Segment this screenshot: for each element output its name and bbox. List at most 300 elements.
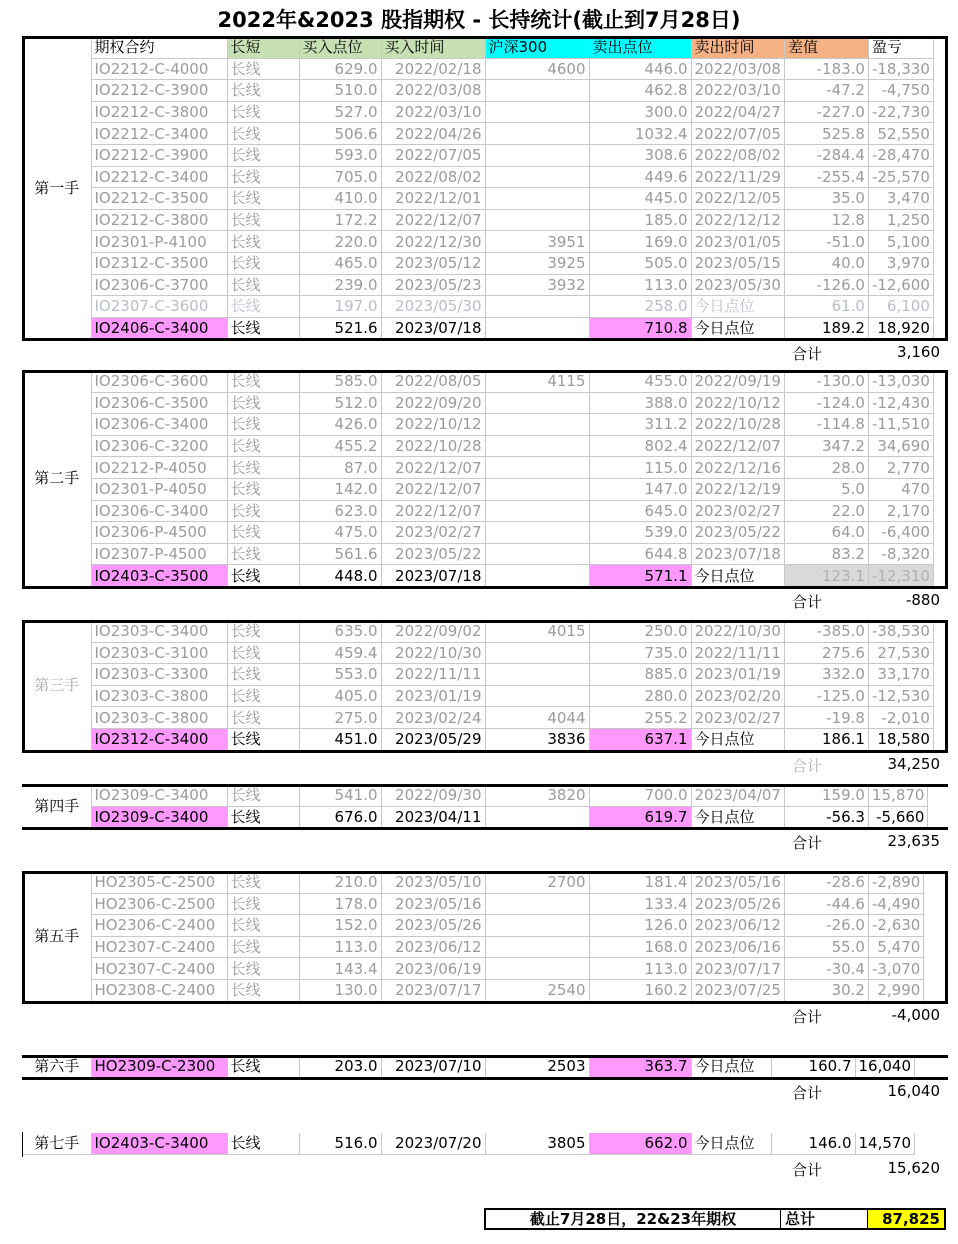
cell-hs300	[485, 915, 589, 937]
cell-sell-price: 255.2	[589, 707, 691, 729]
cell-buy-date: 2022/09/02	[381, 621, 485, 642]
cell-diff: -26.0	[784, 915, 868, 937]
cell-sell-price: 446.0	[589, 58, 691, 80]
cell-diff: 160.7	[771, 1056, 855, 1077]
cell-term: 长线	[227, 664, 299, 686]
cell-buy-date: 2022/09/30	[381, 785, 485, 806]
table-row	[23, 685, 933, 707]
cell-term: 长线	[227, 58, 299, 80]
cell-hs300: 3951	[485, 231, 589, 253]
hand-label: 第二手	[23, 371, 91, 586]
cell-buy-price: 197.0	[299, 296, 381, 318]
cell-buy-date: 2023/02/27	[381, 522, 485, 544]
column-header: 卖出时间	[691, 37, 784, 58]
cell-buy-date: 2023/07/18	[381, 317, 485, 339]
cell-buy-date: 2023/05/10	[381, 872, 485, 893]
cell-contract: IO2403-C-3400	[91, 1133, 227, 1154]
cell-hs300	[485, 958, 589, 980]
cell-buy-price: 113.0	[299, 936, 381, 958]
cell-pnl: 2,990	[868, 979, 923, 1001]
cell-term: 长线	[227, 371, 299, 392]
cell-buy-date: 2022/03/08	[381, 80, 485, 102]
table-row	[23, 1056, 915, 1077]
cell-sell-date: 2022/11/29	[691, 166, 784, 188]
cell-diff: 28.0	[784, 457, 868, 479]
cell-diff: -126.0	[784, 274, 868, 296]
cell-sell-price: 388.0	[589, 392, 691, 414]
cell-pnl: 16,040	[855, 1056, 915, 1077]
cell-diff: -44.6	[784, 893, 868, 915]
cell-sell-date: 2022/12/16	[691, 457, 784, 479]
cell-diff: -255.4	[784, 166, 868, 188]
cell-pnl: -3,070	[868, 958, 923, 980]
cell-pnl: 6,100	[868, 296, 933, 318]
cell-sell-price: 147.0	[589, 478, 691, 500]
table-row	[23, 522, 933, 544]
cell-pnl: -18,330	[868, 58, 933, 80]
cell-sell-price: 802.4	[589, 435, 691, 457]
cell-hs300	[485, 664, 589, 686]
cell-sell-date: 2023/07/17	[691, 958, 784, 980]
grand-total-name: 总计	[781, 1210, 868, 1228]
cell-buy-date: 2023/06/12	[381, 936, 485, 958]
cell-sell-date: 今日点位	[691, 296, 784, 318]
cell-hs300	[485, 685, 589, 707]
cell-term: 长线	[227, 500, 299, 522]
cell-diff: 159.0	[784, 785, 868, 806]
cell-hs300: 4015	[485, 621, 589, 642]
hand-label: 第七手	[23, 1133, 91, 1154]
cell-hs300: 2540	[485, 979, 589, 1001]
cell-sell-date: 2022/03/08	[691, 58, 784, 80]
cell-buy-price: 521.6	[299, 317, 381, 339]
table-row	[23, 642, 933, 664]
block-7-table	[23, 1133, 915, 1155]
table-row	[23, 123, 933, 145]
cell-diff: 189.2	[784, 317, 868, 339]
cell-term: 长线	[227, 522, 299, 544]
cell-buy-price: 512.0	[299, 392, 381, 414]
cell-buy-price: 426.0	[299, 414, 381, 436]
cell-contract: IO2307-P-4500	[91, 543, 227, 565]
cell-hs300	[485, 414, 589, 436]
cell-pnl: -22,730	[868, 101, 933, 123]
cell-term: 长线	[227, 123, 299, 145]
cell-buy-date: 2022/07/05	[381, 144, 485, 166]
cell-sell-date: 2023/06/12	[691, 915, 784, 937]
table-row	[23, 543, 933, 565]
cell-pnl: 5,470	[868, 936, 923, 958]
table-row	[23, 414, 933, 436]
cell-buy-date: 2023/05/30	[381, 296, 485, 318]
cell-term: 长线	[227, 1056, 299, 1077]
cell-contract: IO2406-C-3400	[91, 317, 227, 339]
cell-pnl: -12,310	[868, 565, 933, 587]
cell-hs300	[485, 500, 589, 522]
cell-contract: HO2308-C-2400	[91, 979, 227, 1001]
table-row	[23, 915, 924, 937]
cell-term: 长线	[227, 685, 299, 707]
cell-contract: IO2403-C-3500	[91, 565, 227, 587]
column-header: 卖出点位	[589, 37, 691, 58]
cell-pnl: 27,530	[868, 642, 933, 664]
grand-total-value: 87,825	[868, 1210, 944, 1228]
cell-buy-price: 143.4	[299, 958, 381, 980]
cell-buy-price: 459.4	[299, 642, 381, 664]
cell-sell-price: 169.0	[589, 231, 691, 253]
cell-hs300	[485, 522, 589, 544]
cell-term: 长线	[227, 317, 299, 339]
cell-pnl: -8,320	[868, 543, 933, 565]
cell-sell-date: 2022/07/05	[691, 123, 784, 145]
cell-sell-date: 2022/03/10	[691, 80, 784, 102]
cell-buy-date: 2023/01/19	[381, 685, 485, 707]
cell-sell-price: 258.0	[589, 296, 691, 318]
cell-sell-date: 2022/10/30	[691, 621, 784, 642]
hand-label: 第三手	[23, 621, 91, 750]
cell-buy-date: 2022/08/02	[381, 166, 485, 188]
grand-total-label: 截止7月28日，22&23年期权	[486, 1210, 781, 1228]
cell-sell-price: 645.0	[589, 500, 691, 522]
cell-sell-price: 637.1	[589, 728, 691, 750]
cell-contract: IO2212-P-4050	[91, 457, 227, 479]
cell-sell-date: 2023/07/18	[691, 543, 784, 565]
cell-buy-price: 239.0	[299, 274, 381, 296]
cell-hs300: 2700	[485, 872, 589, 893]
cell-sell-date: 2022/10/12	[691, 392, 784, 414]
table-row	[23, 872, 924, 893]
hand-label: 第四手	[23, 785, 91, 828]
cell-diff: -19.8	[784, 707, 868, 729]
cell-hs300	[485, 806, 589, 828]
cell-diff: 83.2	[784, 543, 868, 565]
cell-sell-price: 363.7	[589, 1056, 691, 1077]
cell-hs300	[485, 317, 589, 339]
cell-sell-price: 710.8	[589, 317, 691, 339]
cell-sell-date: 2022/12/07	[691, 435, 784, 457]
cell-term: 长线	[227, 414, 299, 436]
column-header: 买入点位	[299, 37, 381, 58]
cell-term: 长线	[227, 1133, 299, 1154]
cell-hs300	[485, 123, 589, 145]
cell-pnl: 34,690	[868, 435, 933, 457]
cell-hs300	[485, 144, 589, 166]
cell-pnl: 18,920	[868, 317, 933, 339]
cell-pnl: 5,100	[868, 231, 933, 253]
cell-sell-price: 133.4	[589, 893, 691, 915]
cell-diff: -124.0	[784, 392, 868, 414]
column-header: 沪深300	[485, 37, 589, 58]
cell-buy-price: 87.0	[299, 457, 381, 479]
cell-term: 长线	[227, 936, 299, 958]
cell-contract: IO2303-C-3300	[91, 664, 227, 686]
cell-term: 长线	[227, 166, 299, 188]
cell-sell-price: 700.0	[589, 785, 691, 806]
cell-buy-price: 451.0	[299, 728, 381, 750]
cell-diff: -284.4	[784, 144, 868, 166]
cell-term: 长线	[227, 457, 299, 479]
cell-pnl: -12,600	[868, 274, 933, 296]
cell-buy-price: 623.0	[299, 500, 381, 522]
cell-pnl: -11,510	[868, 414, 933, 436]
cell-buy-date: 2022/12/07	[381, 209, 485, 231]
cell-sell-date: 2022/12/12	[691, 209, 784, 231]
cell-buy-price: 705.0	[299, 166, 381, 188]
cell-contract: IO2306-C-3400	[91, 414, 227, 436]
cell-term: 长线	[227, 806, 299, 828]
cell-buy-price: 541.0	[299, 785, 381, 806]
cell-diff: -125.0	[784, 685, 868, 707]
table-row	[23, 500, 933, 522]
column-header: 盈亏	[868, 37, 933, 58]
cell-sell-price: 462.8	[589, 80, 691, 102]
cell-term: 长线	[227, 101, 299, 123]
cell-pnl: -25,570	[868, 166, 933, 188]
cell-sell-date: 2023/05/22	[691, 522, 784, 544]
cell-diff: 55.0	[784, 936, 868, 958]
cell-contract: IO2301-P-4100	[91, 231, 227, 253]
cell-term: 长线	[227, 274, 299, 296]
cell-buy-date: 2022/10/30	[381, 642, 485, 664]
cell-buy-date: 2023/04/11	[381, 806, 485, 828]
cell-hs300	[485, 478, 589, 500]
cell-contract: IO2306-C-3500	[91, 392, 227, 414]
cell-buy-date: 2023/07/20	[381, 1133, 485, 1154]
cell-sell-price: 185.0	[589, 209, 691, 231]
cell-pnl: 14,570	[855, 1133, 915, 1154]
cell-sell-price: 160.2	[589, 979, 691, 1001]
cell-pnl: 2,770	[868, 457, 933, 479]
cell-contract: HO2305-C-2500	[91, 872, 227, 893]
cell-pnl: -6,400	[868, 522, 933, 544]
cell-sell-date: 2023/04/07	[691, 785, 784, 806]
table-row	[23, 101, 933, 123]
cell-sell-price: 168.0	[589, 936, 691, 958]
subtotal-value: 34,250	[887, 754, 940, 773]
cell-diff: 12.8	[784, 209, 868, 231]
table-row	[23, 144, 933, 166]
cell-sell-date: 今日点位	[691, 1056, 771, 1077]
cell-hs300: 3836	[485, 728, 589, 750]
cell-diff: -114.8	[784, 414, 868, 436]
cell-sell-date: 2022/11/11	[691, 642, 784, 664]
table-row	[23, 1133, 915, 1154]
cell-diff: 332.0	[784, 664, 868, 686]
cell-diff: -56.3	[784, 806, 868, 828]
cell-term: 长线	[227, 478, 299, 500]
cell-sell-price: 445.0	[589, 188, 691, 210]
cell-hs300: 3805	[485, 1133, 589, 1154]
cell-buy-price: 410.0	[299, 188, 381, 210]
cell-sell-price: 571.1	[589, 565, 691, 587]
cell-term: 长线	[227, 435, 299, 457]
cell-sell-date: 2022/12/05	[691, 188, 784, 210]
cell-buy-price: 475.0	[299, 522, 381, 544]
cell-diff: 146.0	[771, 1133, 855, 1154]
cell-term: 长线	[227, 296, 299, 318]
cell-hs300: 3820	[485, 785, 589, 806]
table-row	[23, 979, 924, 1001]
header-row	[23, 37, 933, 58]
cell-buy-price: 585.0	[299, 371, 381, 392]
cell-buy-price: 561.6	[299, 543, 381, 565]
cell-buy-date: 2023/05/22	[381, 543, 485, 565]
cell-buy-price: 676.0	[299, 806, 381, 828]
hand-label: 第一手	[23, 37, 91, 339]
cell-buy-date: 2022/09/20	[381, 392, 485, 414]
cell-diff: -30.4	[784, 958, 868, 980]
hand-label: 第五手	[23, 872, 91, 1001]
block-4-table	[23, 785, 928, 828]
cell-sell-date: 2022/04/27	[691, 101, 784, 123]
cell-term: 长线	[227, 231, 299, 253]
cell-contract: IO2306-C-3600	[91, 371, 227, 392]
cell-diff: 5.0	[784, 478, 868, 500]
cell-term: 长线	[227, 642, 299, 664]
cell-contract: HO2307-C-2400	[91, 936, 227, 958]
cell-pnl: -4,490	[868, 893, 923, 915]
cell-sell-date: 2023/06/16	[691, 936, 784, 958]
cell-contract: IO2312-C-3500	[91, 252, 227, 274]
cell-buy-date: 2022/12/01	[381, 188, 485, 210]
cell-diff: -28.6	[784, 872, 868, 893]
cell-contract: IO2307-C-3600	[91, 296, 227, 318]
cell-pnl: 15,870	[868, 785, 928, 806]
column-header: 买入时间	[381, 37, 485, 58]
table-row	[23, 806, 928, 828]
table-row	[23, 958, 924, 980]
table-row	[23, 252, 933, 274]
cell-buy-price: 635.0	[299, 621, 381, 642]
cell-sell-date: 2023/02/27	[691, 707, 784, 729]
cell-diff: 61.0	[784, 296, 868, 318]
cell-sell-price: 505.0	[589, 252, 691, 274]
cell-hs300: 3932	[485, 274, 589, 296]
cell-sell-date: 今日点位	[691, 565, 784, 587]
cell-contract: IO2303-C-3800	[91, 707, 227, 729]
table-row	[23, 457, 933, 479]
cell-term: 长线	[227, 728, 299, 750]
cell-buy-price: 448.0	[299, 565, 381, 587]
cell-buy-date: 2023/05/12	[381, 252, 485, 274]
hand-label: 第六手	[23, 1056, 91, 1077]
cell-hs300	[485, 296, 589, 318]
cell-contract: IO2309-C-3400	[91, 785, 227, 806]
cell-contract: IO2306-C-3400	[91, 500, 227, 522]
cell-term: 长线	[227, 543, 299, 565]
cell-term: 长线	[227, 979, 299, 1001]
cell-buy-price: 172.2	[299, 209, 381, 231]
cell-pnl: 1,250	[868, 209, 933, 231]
cell-contract: IO2212-C-3900	[91, 80, 227, 102]
cell-buy-price: 203.0	[299, 1056, 381, 1077]
cell-sell-price: 300.0	[589, 101, 691, 123]
cell-buy-date: 2023/05/29	[381, 728, 485, 750]
cell-diff: -385.0	[784, 621, 868, 642]
cell-hs300: 2503	[485, 1056, 589, 1077]
cell-hs300	[485, 435, 589, 457]
cell-sell-price: 250.0	[589, 621, 691, 642]
cell-buy-price: 465.0	[299, 252, 381, 274]
table-row	[23, 785, 928, 806]
table-row	[23, 621, 933, 642]
table-row	[23, 231, 933, 253]
cell-pnl: 3,970	[868, 252, 933, 274]
cell-diff: 525.8	[784, 123, 868, 145]
cell-sell-price: 126.0	[589, 915, 691, 937]
cell-sell-price: 644.8	[589, 543, 691, 565]
cell-buy-date: 2022/12/30	[381, 231, 485, 253]
subtotal-value: 16,040	[887, 1081, 940, 1100]
table-row	[23, 317, 933, 339]
cell-hs300	[485, 565, 589, 587]
page-title: 2022年&2023 股指期权 - 长持统计(截止到7月28日)	[217, 8, 741, 32]
cell-pnl: 2,170	[868, 500, 933, 522]
cell-buy-price: 142.0	[299, 478, 381, 500]
cell-hs300: 3925	[485, 252, 589, 274]
cell-diff: 347.2	[784, 435, 868, 457]
block-5-table	[23, 872, 924, 1002]
cell-hs300	[485, 893, 589, 915]
subtotal-label: 合计	[792, 834, 823, 853]
subtotal-label: 合计	[792, 345, 823, 364]
cell-diff: 123.1	[784, 565, 868, 587]
cell-buy-price: 593.0	[299, 144, 381, 166]
cell-contract: IO2301-P-4050	[91, 478, 227, 500]
cell-sell-date: 2023/07/25	[691, 979, 784, 1001]
cell-sell-date: 2022/09/19	[691, 371, 784, 392]
subtotal-value: 15,620	[887, 1158, 940, 1177]
cell-contract: IO2312-C-3400	[91, 728, 227, 750]
cell-sell-date: 2023/02/20	[691, 685, 784, 707]
cell-buy-price: 178.0	[299, 893, 381, 915]
cell-sell-date: 今日点位	[691, 1133, 771, 1154]
cell-sell-price: 280.0	[589, 685, 691, 707]
cell-contract: HO2306-C-2500	[91, 893, 227, 915]
table-row	[23, 80, 933, 102]
cell-sell-date: 2023/01/19	[691, 664, 784, 686]
cell-contract: HO2307-C-2400	[91, 958, 227, 980]
cell-pnl: 33,170	[868, 664, 933, 686]
grand-total-bar	[484, 1208, 946, 1230]
cell-sell-price: 885.0	[589, 664, 691, 686]
cell-hs300: 4115	[485, 371, 589, 392]
cell-sell-price: 619.7	[589, 806, 691, 828]
cell-buy-date: 2022/12/07	[381, 478, 485, 500]
cell-term: 长线	[227, 707, 299, 729]
cell-diff: 22.0	[784, 500, 868, 522]
column-header: 差值	[784, 37, 868, 58]
cell-sell-price: 662.0	[589, 1133, 691, 1154]
cell-pnl: -5,660	[868, 806, 928, 828]
cell-contract: IO2303-C-3400	[91, 621, 227, 642]
column-header: 长短	[227, 37, 299, 58]
cell-sell-date: 今日点位	[691, 317, 784, 339]
cell-sell-price: 181.4	[589, 872, 691, 893]
cell-sell-price: 539.0	[589, 522, 691, 544]
cell-buy-date: 2022/10/12	[381, 414, 485, 436]
cell-term: 长线	[227, 785, 299, 806]
cell-buy-price: 506.6	[299, 123, 381, 145]
cell-sell-price: 113.0	[589, 274, 691, 296]
cell-buy-date: 2022/04/26	[381, 123, 485, 145]
cell-pnl: 18,580	[868, 728, 933, 750]
table-row	[23, 371, 933, 392]
cell-sell-price: 455.0	[589, 371, 691, 392]
cell-buy-date: 2023/07/17	[381, 979, 485, 1001]
cell-term: 长线	[227, 188, 299, 210]
cell-term: 长线	[227, 252, 299, 274]
